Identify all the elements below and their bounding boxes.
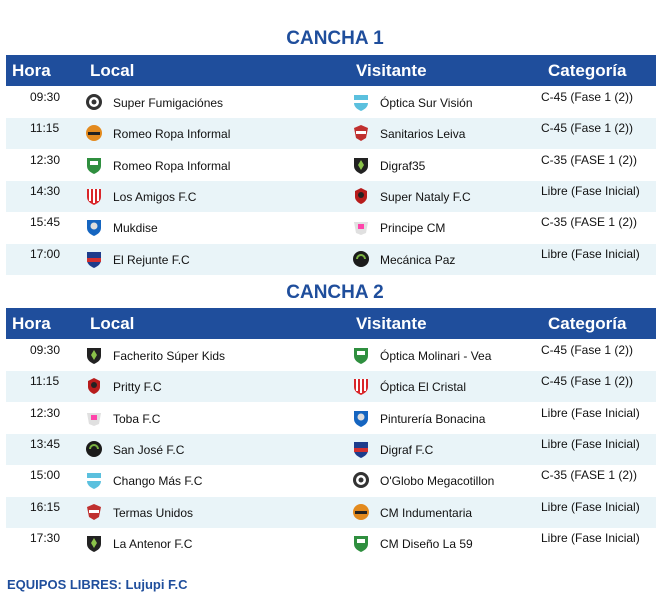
match-time: 17:30 <box>30 530 61 545</box>
visiting-team-crest-icon <box>351 217 371 237</box>
match-category: C-35 (FASE 1 (2)) <box>541 215 638 230</box>
table-row <box>6 212 656 243</box>
visiting-team-name: Mecánica Paz <box>380 252 456 267</box>
match-category: C-35 (FASE 1 (2)) <box>541 152 638 167</box>
match-time: 11:15 <box>30 121 60 136</box>
local-team-name: San José F.C <box>113 442 185 457</box>
local-team-crest-icon <box>84 217 104 237</box>
header-hora: Hora <box>12 314 51 333</box>
table-row <box>6 244 656 275</box>
match-time: 14:30 <box>30 183 61 198</box>
visiting-team-name: Super Nataly F.C <box>380 189 471 204</box>
local-team-name: Chango Más F.C <box>113 474 203 489</box>
table-row <box>6 150 656 181</box>
match-time: 15:00 <box>30 468 61 483</box>
visiting-team-name: CM Diseño La 59 <box>380 536 473 551</box>
local-team-crest-icon <box>84 470 104 490</box>
local-team-crest-icon <box>84 186 104 206</box>
cancha2-title: CANCHA 2 <box>286 282 384 303</box>
local-team-crest-icon <box>84 439 104 459</box>
local-team-name: Super Fumigaciónes <box>113 96 224 110</box>
visiting-team-crest-icon <box>351 408 371 428</box>
table-row <box>6 118 656 149</box>
local-team-crest-icon <box>84 249 104 269</box>
match-time: 09:30 <box>30 90 61 104</box>
visiting-team-crest-icon <box>351 155 371 175</box>
header-local: Local <box>90 314 135 333</box>
local-team-name: Termas Unidos <box>113 505 194 520</box>
local-team-name: Romeo Ropa Informal <box>113 158 231 173</box>
visiting-team-name: CM Indumentaria <box>380 505 473 520</box>
local-team-name: La Antenor F.C <box>113 536 193 551</box>
match-time: 09:30 <box>30 343 61 357</box>
visiting-team-crest-icon <box>351 439 371 459</box>
table-row <box>6 371 656 402</box>
local-team-crest-icon <box>84 123 104 143</box>
local-team-crest-icon <box>84 345 104 365</box>
local-team-crest-icon <box>84 376 104 396</box>
table-row <box>6 497 656 528</box>
local-team-crest-icon <box>84 408 104 428</box>
match-category: C-35 (FASE 1 (2)) <box>541 468 638 483</box>
table-row <box>6 465 656 496</box>
local-team-name: Toba F.C <box>113 411 161 426</box>
local-team-name: Mukdise <box>113 221 158 236</box>
match-time: 17:00 <box>30 246 61 261</box>
local-team-name: Los Amigos F.C <box>113 189 197 204</box>
visiting-team-name: O'Globo Megacotillon <box>380 474 495 489</box>
match-time: 12:30 <box>30 152 61 167</box>
match-category: C-45 (Fase 1 (2)) <box>541 343 634 357</box>
local-team-crest-icon <box>84 502 104 522</box>
match-category: Libre (Fase Inicial) <box>541 183 640 198</box>
visiting-team-crest-icon <box>351 376 371 396</box>
match-category: C-45 (Fase 1 (2)) <box>541 374 634 389</box>
visiting-team-crest-icon <box>351 470 371 490</box>
cancha1-title: CANCHA 1 <box>286 28 384 49</box>
match-category: Libre (Fase Inicial) <box>541 405 640 420</box>
visiting-team-crest-icon <box>351 502 371 522</box>
visiting-team-name: Óptica El Cristal <box>380 380 467 395</box>
match-time: 15:45 <box>30 215 61 230</box>
cancha1-header <box>6 55 656 86</box>
local-team-crest-icon <box>84 533 104 553</box>
visiting-team-name: Digraf35 <box>380 158 426 173</box>
match-time: 12:30 <box>30 405 61 420</box>
match-category: Libre (Fase Inicial) <box>541 246 640 261</box>
equipos-libres: EQUIPOS LIBRES: Lujupi F.C <box>7 577 188 592</box>
visiting-team-name: Óptica Molinari - Vea <box>380 349 492 363</box>
local-team-crest-icon <box>84 155 104 175</box>
cancha2-header <box>6 308 656 339</box>
match-category: C-45 (Fase 1 (2)) <box>541 121 634 136</box>
header-visitante: Visitante <box>356 61 427 80</box>
match-time: 16:15 <box>30 499 61 514</box>
visiting-team-crest-icon <box>351 249 371 269</box>
table-row <box>6 87 656 118</box>
visiting-team-name: Pinturería Bonacina <box>380 411 486 426</box>
table-row <box>6 528 656 559</box>
visiting-team-crest-icon <box>351 92 371 112</box>
visiting-team-name: Sanitarios Leiva <box>380 127 466 142</box>
match-category: Libre (Fase Inicial) <box>541 499 640 514</box>
header-visitante: Visitante <box>356 314 427 333</box>
local-team-crest-icon <box>84 92 104 112</box>
visiting-team-crest-icon <box>351 533 371 553</box>
visiting-team-name: Óptica Sur Visión <box>380 96 473 110</box>
local-team-name: Pritty F.C <box>113 380 162 395</box>
match-time: 13:45 <box>30 436 61 451</box>
table-row <box>6 340 656 371</box>
visiting-team-name: Principe CM <box>380 221 446 236</box>
visiting-team-crest-icon <box>351 186 371 206</box>
header-local: Local <box>90 61 135 80</box>
table-row <box>6 434 656 465</box>
header-hora: Hora <box>12 61 51 80</box>
match-category: Libre (Fase Inicial) <box>541 436 640 451</box>
visiting-team-name: Digraf F.C <box>380 442 434 457</box>
match-time: 11:15 <box>30 374 60 389</box>
table-row <box>6 403 656 434</box>
visiting-team-crest-icon <box>351 345 371 365</box>
local-team-name: El Rejunte F.C <box>113 252 190 267</box>
match-category: C-45 (Fase 1 (2)) <box>541 90 634 104</box>
table-row <box>6 181 656 212</box>
header-categoria: Categoría <box>548 61 627 80</box>
header-categoria: Categoría <box>548 314 627 333</box>
match-category: Libre (Fase Inicial) <box>541 530 640 545</box>
local-team-name: Romeo Ropa Informal <box>113 127 231 142</box>
visiting-team-crest-icon <box>351 123 371 143</box>
local-team-name: Facherito Súper Kids <box>113 349 226 363</box>
